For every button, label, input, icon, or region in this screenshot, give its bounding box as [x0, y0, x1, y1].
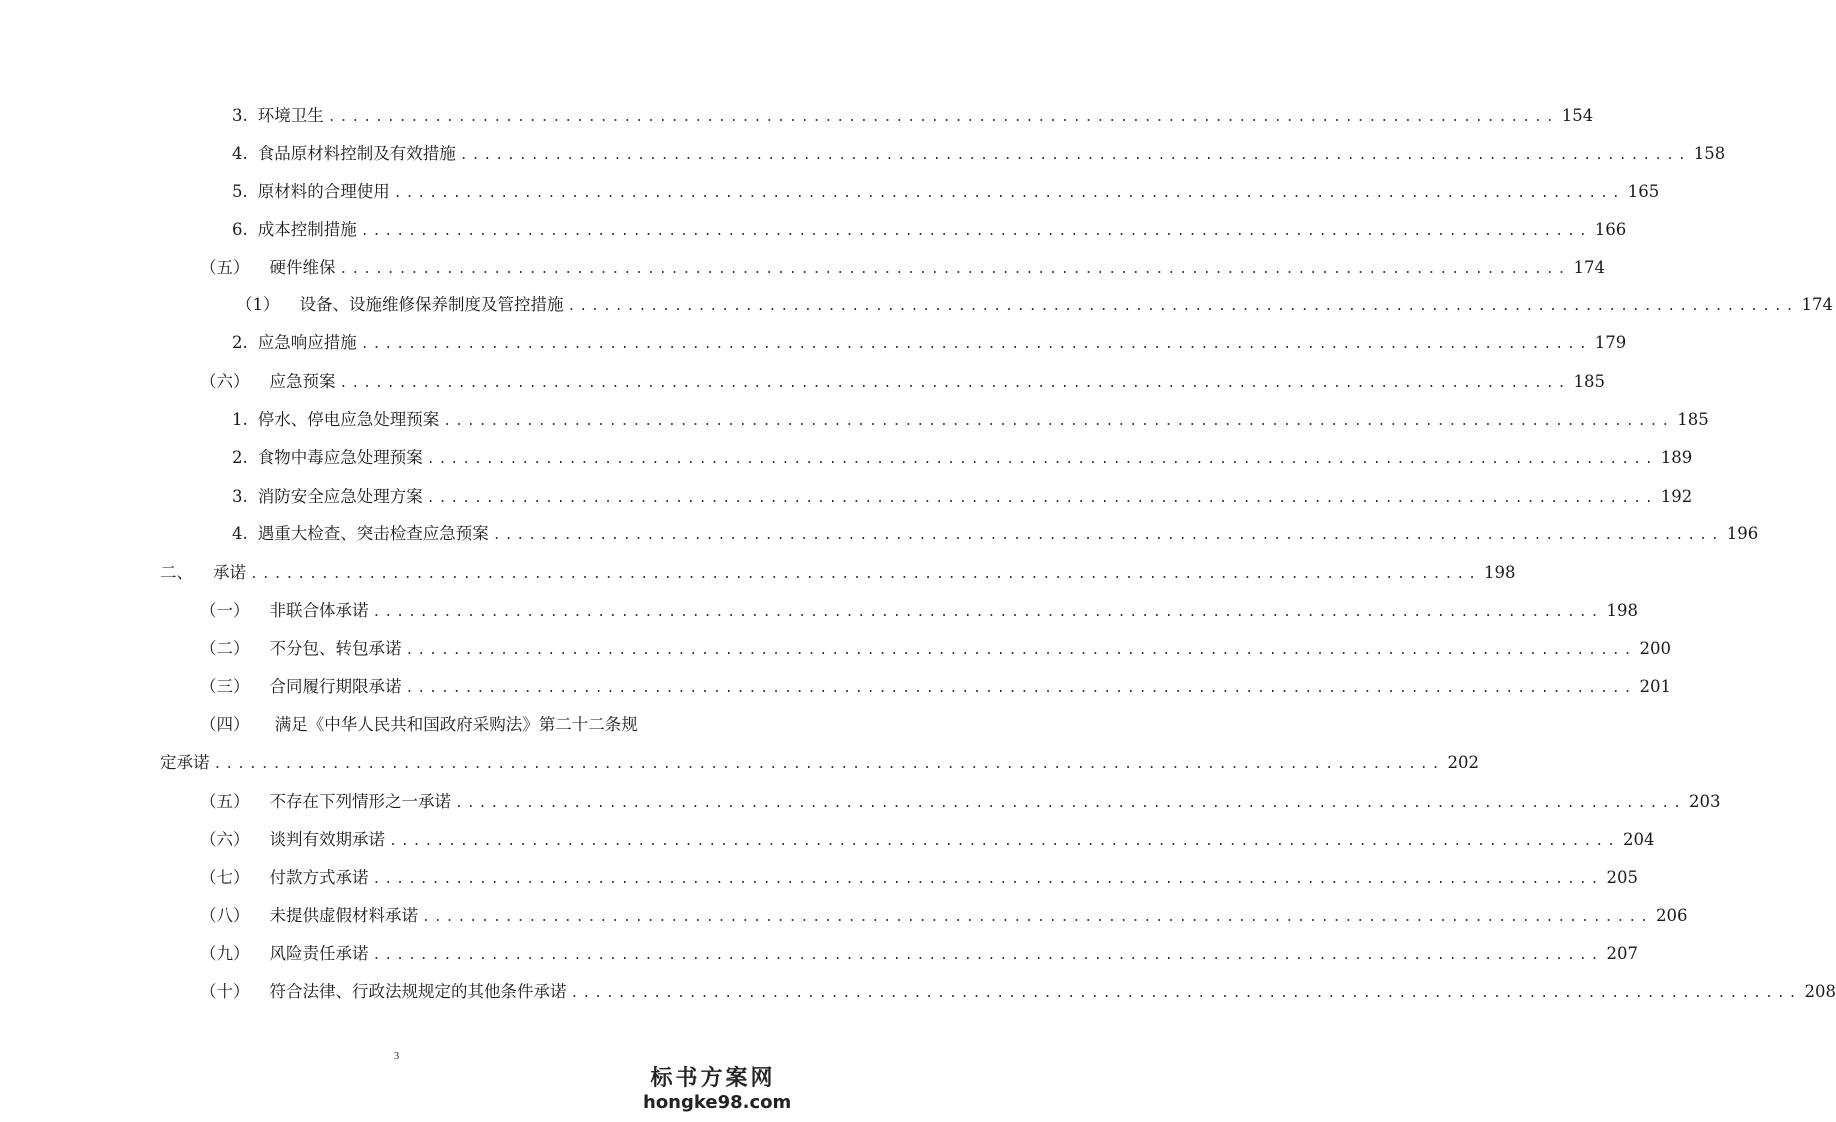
toc-entry[interactable]	[200, 674, 1671, 700]
toc-entry[interactable]	[200, 865, 1638, 891]
toc-entry-title: 硬件维保	[269, 258, 336, 277]
toc-entry-page: 207	[1606, 944, 1638, 963]
toc-entry-title: 满足《中华人民共和国政府采购法》第二十二条规	[274, 715, 638, 734]
toc-entry-title: 停水、停电应急处理预案	[257, 410, 440, 429]
toc-entry-wrapped-start[interactable]	[200, 712, 638, 738]
toc-entry-title: 谈判有效期承诺	[269, 830, 385, 849]
toc-entry[interactable]	[200, 979, 1836, 1005]
toc-entry-number: （一）	[200, 601, 250, 620]
toc-entry-page: 203	[1688, 792, 1721, 811]
toc-entry-page: 185	[1573, 372, 1605, 391]
toc-entry[interactable]	[200, 598, 1638, 624]
toc-entry-number: 2.	[232, 333, 248, 352]
dot-leader: ........................................................................................................	[389, 834, 1619, 849]
toc-entry[interactable]	[200, 903, 1688, 929]
dot-leader: ........................................................................................................	[405, 643, 1636, 658]
toc-entry-page: 208	[1804, 982, 1836, 1001]
toc-entry-title: 消防安全应急处理方案	[257, 487, 423, 506]
dot-leader: ........................................................................................................	[372, 605, 1603, 620]
toc-entry-number: （八）	[200, 906, 250, 925]
dot-leader: ........................................................................................................	[360, 337, 1591, 352]
toc-entry-page: 198	[1606, 601, 1638, 620]
toc-entry-title: 设备、设施维修保养制度及管控措施	[299, 295, 564, 314]
toc-entry-number: 4.	[232, 524, 248, 543]
page-number: 3	[393, 1050, 400, 1062]
toc-entry-number: （六）	[200, 830, 250, 849]
dot-leader: ........................................................................................................	[455, 796, 1685, 811]
dot-leader: ........................................................................................................	[339, 262, 1570, 277]
toc-entry-number: （九）	[200, 944, 250, 963]
toc-entry-title: 遇重大检查、突击检查应急预案	[257, 524, 489, 543]
toc-entry-number: 6.	[232, 220, 248, 239]
toc-entry-number: 1.	[232, 410, 248, 429]
toc-entry-number: （1）	[236, 295, 280, 314]
toc-entry-page: 158	[1693, 144, 1726, 163]
toc-entry[interactable]	[200, 827, 1655, 853]
toc-entry-page: 200	[1639, 639, 1671, 658]
toc-entry[interactable]	[232, 445, 1693, 471]
toc-entry-title: 成本控制措施	[257, 220, 357, 239]
toc-entry-page: 202	[1447, 753, 1479, 772]
toc-entry-title: 非联合体承诺	[269, 601, 369, 620]
toc-entry-title: 符合法律、行政法规规定的其他条件承诺	[269, 982, 567, 1001]
toc-entry[interactable]	[236, 292, 1833, 318]
toc-entry-page: 165	[1627, 182, 1660, 201]
toc-entry-page: 205	[1606, 868, 1638, 887]
dot-leader: ........................................................................................................	[213, 757, 1444, 772]
toc-entry-title: 不分包、转包承诺	[269, 639, 402, 658]
dot-leader: ........................................................................................................	[422, 910, 1652, 925]
toc-entry-title: 定承诺	[160, 753, 210, 772]
toc-entry-number: 2.	[232, 448, 248, 467]
dot-leader: ........................................................................................................	[459, 148, 1690, 163]
toc-entry-title: 不存在下列情形之一承诺	[269, 792, 451, 811]
dot-leader: ........................................................................................................	[372, 872, 1603, 887]
dot-leader: ........................................................................................................	[426, 491, 1657, 506]
site-watermark	[643, 1066, 792, 1114]
toc-entry-title: 风险责任承诺	[269, 944, 369, 963]
toc-entry[interactable]	[160, 560, 1516, 586]
toc-entry-title: 合同履行期限承诺	[269, 677, 402, 696]
dot-leader: ........................................................................................................	[492, 528, 1723, 543]
toc-entry-number: 5.	[232, 182, 248, 201]
toc-entry-page: 198	[1483, 563, 1516, 582]
toc-entry-number: （七）	[200, 868, 250, 887]
toc-entry-number: （五）	[200, 258, 250, 277]
toc-entry-title: 环境卫生	[257, 106, 324, 125]
toc-entry-page: 189	[1660, 448, 1693, 467]
dot-leader: ........................................................................................................	[339, 376, 1570, 391]
toc-entry-number: （二）	[200, 639, 250, 658]
toc-entry[interactable]	[232, 179, 1660, 205]
dot-leader: ........................................................................................................	[327, 110, 1558, 125]
toc-entry-title: 食物中毒应急处理预案	[257, 448, 423, 467]
toc-entry[interactable]	[200, 255, 1605, 281]
toc-entry-title: 应急预案	[269, 372, 336, 391]
dot-leader: ........................................................................................................	[372, 948, 1603, 963]
toc-entry[interactable]	[232, 521, 1759, 547]
toc-entry-number: 3.	[232, 106, 248, 125]
toc-entry[interactable]	[200, 369, 1605, 395]
toc-entry[interactable]	[232, 217, 1627, 243]
toc-entry-number: （四）	[200, 715, 250, 734]
toc-entry-page: 166	[1594, 220, 1627, 239]
toc-entry-page: 196	[1726, 524, 1759, 543]
toc-entry[interactable]	[200, 941, 1638, 967]
toc-entry-page: 174	[1573, 258, 1605, 277]
dot-leader: ........................................................................................................	[393, 186, 1624, 201]
toc-entry-number: （五）	[200, 792, 250, 811]
toc-entry-number: 3.	[232, 487, 248, 506]
toc-entry[interactable]	[232, 103, 1594, 129]
toc-entry-number: （三）	[200, 677, 250, 696]
toc-entry-title: 未提供虚假材料承诺	[269, 906, 418, 925]
dot-leader: ........................................................................................................	[570, 986, 1801, 1001]
toc-entry-number: 4.	[232, 144, 248, 163]
toc-entry[interactable]	[232, 330, 1627, 356]
dot-leader: ........................................................................................................	[443, 414, 1674, 429]
dot-leader: ........................................................................................................	[250, 567, 1480, 582]
toc-entry-title: 应急响应措施	[257, 333, 357, 352]
toc-entry-wrapped-end[interactable]	[160, 750, 1479, 776]
toc-entry[interactable]	[232, 407, 1709, 433]
toc-entry-page: 154	[1561, 106, 1594, 125]
toc-entry-title: 原材料的合理使用	[257, 182, 390, 201]
watermark-domain: hongke98.com	[643, 1092, 792, 1113]
watermark-chinese: 标书方案网	[650, 1066, 776, 1091]
toc-entry-page: 192	[1660, 487, 1693, 506]
toc-entry-page: 185	[1677, 410, 1709, 429]
toc-entry-number: 二、	[160, 563, 193, 582]
toc-entry[interactable]	[232, 141, 1726, 167]
dot-leader: ........................................................................................................	[426, 452, 1657, 467]
toc-entry[interactable]	[232, 484, 1693, 510]
toc-entry-title: 食品原材料控制及有效措施	[257, 144, 456, 163]
toc-entry-number: （六）	[200, 372, 250, 391]
toc-entry-title: 付款方式承诺	[269, 868, 369, 887]
toc-entry-page: 179	[1594, 333, 1627, 352]
toc-entry-page: 206	[1655, 906, 1688, 925]
toc-entry-number: （十）	[200, 982, 250, 1001]
toc-entry-page: 201	[1639, 677, 1671, 696]
toc-entry[interactable]	[200, 789, 1721, 815]
toc-entry[interactable]	[200, 636, 1671, 662]
dot-leader: ........................................................................................................	[405, 681, 1636, 696]
dot-leader: ........................................................................................................	[567, 299, 1798, 314]
toc-entry-page: 204	[1622, 830, 1655, 849]
dot-leader: ........................................................................................................	[360, 224, 1591, 239]
toc-entry-title: 承诺	[213, 563, 246, 582]
toc-entry-page: 174	[1801, 295, 1833, 314]
